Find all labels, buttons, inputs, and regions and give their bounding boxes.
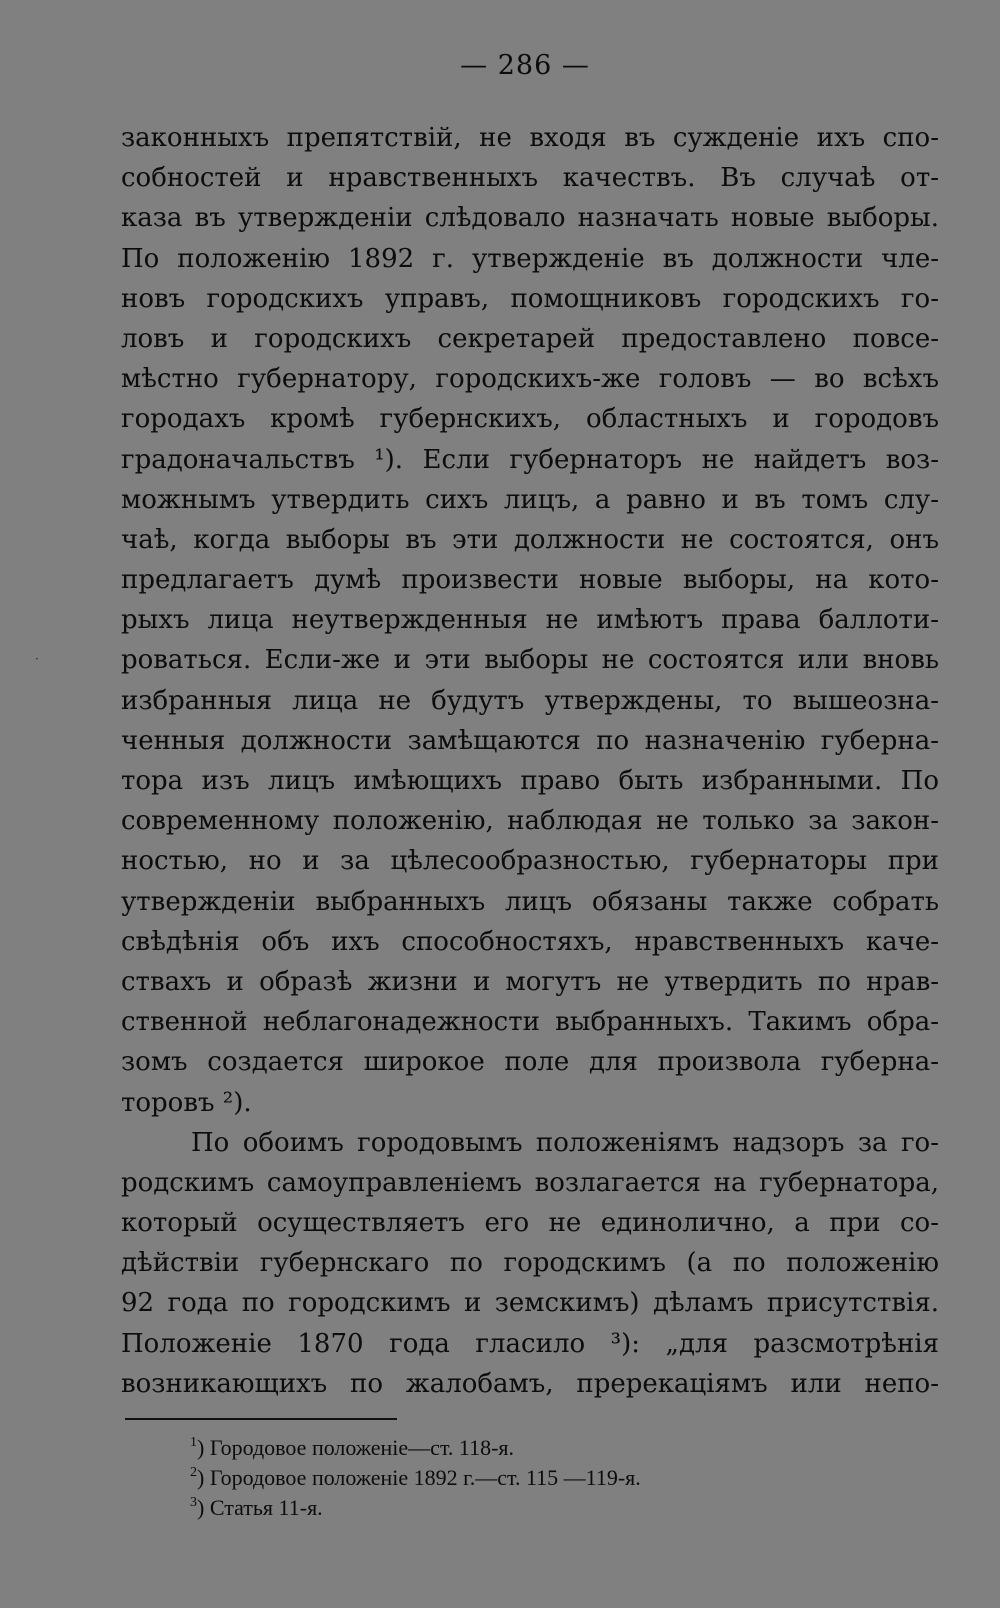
footnote-text: ) Статья 11-я. bbox=[197, 1495, 323, 1520]
page-number: — 286 — bbox=[460, 50, 590, 81]
footnote-3 bbox=[190, 1488, 641, 1518]
text-line: Положеніе 1870 года гласило ³): „для разсмотрѣнія bbox=[121, 1328, 939, 1359]
text-line: ловъ и городскихъ секретарей предоставлено повсе- bbox=[121, 323, 939, 354]
text-line: ностью, но и за цѣлесообразностью, губернаторы при bbox=[121, 846, 939, 877]
text-line: новъ городскихъ управъ, помощниковъ городскихъ го- bbox=[121, 283, 939, 314]
text-line: предлагаетъ думѣ произвести новые выборы, на кото- bbox=[121, 565, 939, 596]
footnote-text: ) Городовое положеніе 1892 г.—ст. 115 —119-я. bbox=[197, 1465, 641, 1490]
footnote-mark: 3 bbox=[190, 1495, 197, 1510]
text-line: тора изъ лицъ имѣющихъ право быть избранными. По bbox=[121, 766, 939, 796]
text-line: чаѣ, когда выборы въ эти должности не состоятся, онъ bbox=[121, 524, 939, 555]
text-line: городахъ кромѣ губернскихъ, областныхъ и городовъ bbox=[121, 404, 939, 435]
footnotes bbox=[190, 1428, 641, 1518]
margin-mark: · bbox=[35, 652, 39, 666]
footnote-1 bbox=[190, 1428, 641, 1458]
text-line: избранныя лица не будутъ утверждены, то вышеозна- bbox=[121, 685, 939, 716]
text-line: 92 года по городскимъ и земскимъ) дѣламъ присутствія. bbox=[121, 1288, 939, 1319]
footnote-mark: 2 bbox=[190, 1465, 197, 1480]
text-line: градоначальствъ ¹). Если губернаторъ не найдетъ воз- bbox=[121, 444, 939, 475]
text-line: законныхъ препятствій, не входя въ сужденіе ихъ спо- bbox=[121, 123, 939, 153]
text-line: собностей и нравственныхъ качествъ. Въ случаѣ от- bbox=[121, 163, 939, 194]
text-line: возникающихъ по жалобамъ, пререкаціямъ или непо- bbox=[121, 1368, 939, 1399]
footnote-mark: 1 bbox=[190, 1435, 197, 1450]
text-line: зомъ создается широкое поле для произвола губерна- bbox=[121, 1047, 939, 1078]
text-line: ственной неблагонадежности выбранныхъ. Такимъ обра- bbox=[121, 1007, 939, 1038]
text-line: можнымъ утвердить сихъ лицъ, а равно и въ томъ слу- bbox=[121, 484, 939, 515]
text-line: родскимъ самоуправленіемъ возлагается на губернатора, bbox=[121, 1167, 939, 1198]
footnote-divider bbox=[125, 1418, 397, 1420]
text-line-paragraph-end: торовъ ²). bbox=[121, 1087, 252, 1118]
footnote-text: ) Городовое положеніе—ст. 118-я. bbox=[197, 1435, 515, 1460]
text-line: мѣстно губернатору, городскихъ-же головъ — во всѣхъ bbox=[121, 364, 939, 395]
body-text bbox=[121, 118, 939, 1404]
text-line: дѣйствіи губернскаго по городскимъ (а по положенію bbox=[121, 1248, 939, 1279]
text-line: каза въ утвержденіи слѣдовало назначать новые выборы. bbox=[121, 203, 939, 234]
text-line: ченныя должности замѣщаются по назначенію губерна- bbox=[121, 725, 939, 756]
text-line: утвержденіи выбранныхъ лицъ обязаны также собрать bbox=[121, 886, 939, 917]
footnote-2 bbox=[190, 1458, 641, 1488]
text-line: современному положенію, наблюдая не только за закон- bbox=[121, 806, 939, 837]
text-line: рыхъ лица неутвержденныя не имѣютъ права баллоти- bbox=[121, 605, 939, 636]
text-line: который осуществляетъ его не единолично, а при со- bbox=[121, 1208, 939, 1239]
text-line: ствахъ и образѣ жизни и могутъ не утвердить по нрав- bbox=[121, 966, 939, 997]
text-line: По положенію 1892 г. утвержденіе въ должности чле- bbox=[121, 243, 939, 274]
text-line-paragraph-start: По обоимъ городовымъ положеніямъ надзоръ за го- bbox=[191, 1127, 939, 1158]
text-line: свѣдѣнія объ ихъ способностяхъ, нравственныхъ каче- bbox=[121, 926, 939, 957]
text-line: роваться. Если-же и эти выборы не состоятся или вновь bbox=[121, 645, 939, 676]
